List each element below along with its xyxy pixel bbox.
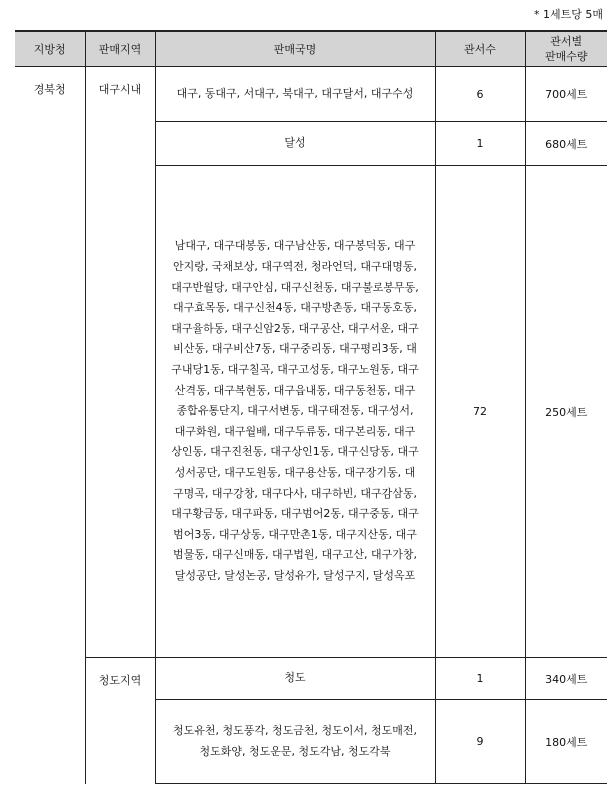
header-qty-line1: 관서별: [550, 35, 583, 48]
header-offices: 판매국명: [155, 31, 435, 67]
area-cheongdo: 청도지역: [85, 658, 155, 784]
sales-table: [15, 30, 607, 784]
office-list: [155, 700, 435, 784]
office-list: [155, 122, 435, 166]
area-daegu: 대구시내: [85, 67, 155, 658]
header-row: [15, 31, 607, 67]
count-cell: 6: [435, 67, 525, 122]
office-text: 달성: [284, 136, 306, 150]
office-text: 남대구, 대구대봉동, 대구남산동, 대구봉덕동, 대구안지랑, 국채보상, 대구역전, 청라언덕, 대구대명동, 대구반월당, 대구안심, 대구신천동, 대구불로봉무동, 대구효목동, 대구신천4동, 대구방촌동, 대구동호동, 대구율하동, 대구신암2동, 대구공산, 대구서운, 대구비산동, 대구비산7동, 대구중리동, 대구평리3동, 대구내당1동, 대구칠곡, 대구고성동, 대구노원동, 대구산격동, 대구복현동, 대구읍내동, 대구동천동, 대구종합유통단지, 대구서변동, 대구태전동, 대구성서, 대구화원, 대구월배, 대구두류동, 대구본리동, 대구상인동, 대구진천동, 대구상인1동, 대구신당동, 대구성서공단, 대구도원동, 대구용산동, 대구장기동, 대구명곡, 대구강창, 대구다사, 대구하빈, 대구감삼동, 대구황금동, 대구파동, 대구범어2동, 대구중동, 대구범어3동, 대구상동, 대구만촌1동, 대구지산동, 대구범물동, 대구신매동, 대구법원, 대구고산, 대구가창, 달성공단, 달성논공, 달성유가, 달성구지, 달성옥포: [171, 239, 419, 582]
qty-cell: 250세트: [525, 166, 607, 658]
qty-cell: 700세트: [525, 67, 607, 122]
count-cell: 72: [435, 166, 525, 658]
set-note: * 1세트당 5매: [534, 8, 603, 21]
header-area: 판매지역: [85, 31, 155, 67]
office-list: [155, 67, 435, 122]
qty-cell: 340세트: [525, 658, 607, 700]
qty-cell: 180세트: [525, 700, 607, 784]
office-text: 대구, 동대구, 서대구, 북대구, 대구달서, 대구수성: [176, 86, 414, 100]
office-text: 청도: [284, 671, 306, 685]
qty-cell: 680세트: [525, 122, 607, 166]
header-count: 관서수: [435, 31, 525, 67]
count-cell: 1: [435, 658, 525, 700]
office-text: 청도유천, 청도풍각, 청도금천, 청도이서, 청도매전, 청도화양, 청도운문, 청도각남, 청도각북: [173, 723, 417, 758]
header-qty: [525, 31, 607, 67]
table-row: [15, 67, 607, 122]
office-list: [155, 166, 435, 658]
count-cell: 1: [435, 122, 525, 166]
count-cell: 9: [435, 700, 525, 784]
region-cell: 경북청: [33, 83, 66, 96]
office-list: [155, 658, 435, 700]
table-row: [15, 658, 607, 700]
header-qty-line2: 판매수량: [544, 50, 588, 63]
header-region: 지방청: [15, 31, 85, 67]
